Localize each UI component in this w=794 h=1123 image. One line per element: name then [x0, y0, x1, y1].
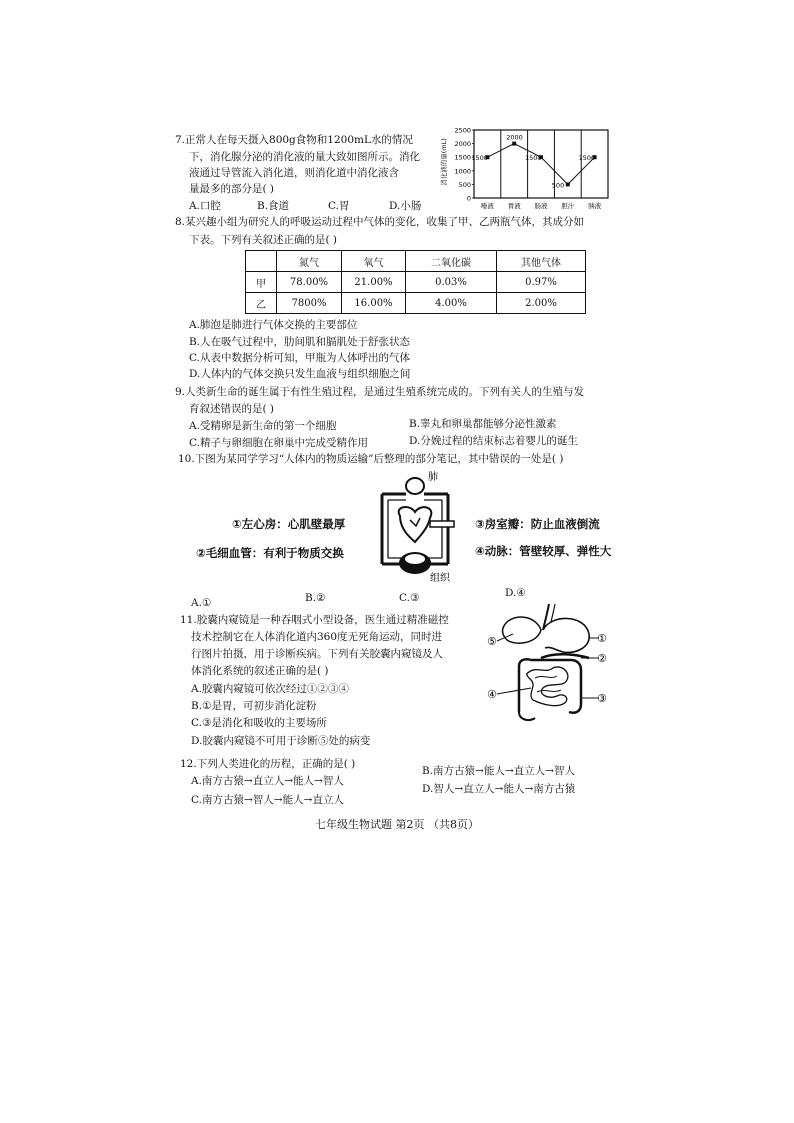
table-cell: 2.00%: [497, 293, 586, 314]
q9-option-b: B.睾丸和卵巢都能够分泌性激素: [409, 418, 557, 430]
q12-option-b: B.南方古猿→能人→直立人→智人: [422, 765, 575, 777]
q10-note-1: ①左心房：心肌壁最厚: [232, 517, 346, 531]
q10-note-3: ③房室瓣：防止血液倒流: [475, 517, 600, 531]
q10-note-4: ④动脉：管壁较厚、弹性大: [475, 544, 612, 558]
table-header-cell: [246, 251, 277, 272]
q10-option-c: C.③: [399, 592, 420, 604]
q9-option-d: D.分娩过程的结束标志着婴儿的诞生: [409, 435, 578, 447]
table-cell: 21.00%: [342, 272, 406, 293]
table-header-cell: 二氧化碳: [406, 251, 497, 272]
q9-option-a: A.受精卵是新生命的第一个细胞: [189, 420, 337, 432]
organ-label-1: ①: [597, 632, 607, 645]
organ-label-3: ③: [597, 692, 607, 705]
q7-stem-line-1: 7.正常人在每天摄入800g食物和1200mL水的情况: [175, 134, 413, 146]
x-tick-label: 胃液: [507, 202, 521, 210]
table-cell: 0.03%: [406, 272, 497, 293]
table-cell: 4.00%: [406, 293, 497, 314]
digestive-juice-chart: [438, 124, 610, 216]
q8-option-d: D.人体内的气体交换只发生血液与组织细胞之间: [189, 368, 411, 380]
x-tick-label: 胰液: [588, 202, 602, 210]
gas-composition-table: [245, 250, 586, 314]
q10-option-b: B.②: [305, 592, 326, 604]
q7-stem-line-4: 量最多的部分是( ): [189, 183, 275, 195]
x-tick-label: 唾液: [480, 202, 494, 210]
small-intestine-icon: [527, 667, 568, 706]
data-label: 2000: [506, 133, 523, 142]
y-tick-label: 0: [466, 194, 471, 203]
tissue-label: 组织: [430, 573, 450, 584]
data-point: [566, 182, 570, 186]
q11-stem-line-3: 行图片拍摄，用于诊断疾病。下列有关胶囊内窥镜及人: [191, 648, 443, 660]
q7-stem-line-2: 下，消化腺分泌的消化液的量大致如图所示。消化: [189, 151, 420, 163]
q11-option-a: A.胶囊内窥镜可依次经过①②③④: [191, 683, 349, 695]
series-line: [487, 144, 594, 185]
lung-label: 肺: [428, 472, 438, 483]
q8-option-b: B.人在吸气过程中，肋间肌和膈肌处于舒张状态: [189, 336, 411, 348]
circulation-diagram: [360, 466, 470, 584]
q7-option-d: D.小肠: [389, 200, 422, 212]
q7-option-a: A.口腔: [189, 200, 221, 212]
q9-option-c: C.精子与卵细胞在卵巢中完成受精作用: [189, 437, 368, 449]
table-cell: 78.00%: [277, 272, 342, 293]
pancreas-icon: [541, 654, 589, 658]
q8-stem-line-2: 下表。下列有关叙述正确的是( ): [189, 234, 338, 246]
q10-option-d: D.④: [505, 587, 526, 599]
q11-stem-line-1: 11.胶囊内窥镜是一种吞咽式小型设备，医生通过精准磁控: [180, 614, 449, 626]
q12-option-c: C.南方古猿→智人→能人→直立人: [191, 794, 344, 806]
table-header-cell: 氮气: [277, 251, 342, 272]
liver-icon: [503, 617, 542, 643]
table-header-cell: 其他气体: [497, 251, 586, 272]
q11-stem-line-2: 技术控制它在人体消化道内360度无死角运动，同时进: [191, 631, 443, 643]
digestive-system-diagram: [485, 600, 610, 725]
organ-label-2: ②: [597, 652, 607, 665]
q11-option-b: B.①是胃，可初步消化淀粉: [191, 700, 317, 712]
table-row: [246, 293, 586, 314]
organ-label-5: ⑤: [487, 635, 497, 648]
q9-stem-line-1: 9.人类新生命的诞生属于有性生殖过程，是通过生殖系统完成的。下列有关人的生殖与发: [175, 386, 585, 398]
stomach-icon: [543, 618, 589, 652]
data-label: 500: [551, 181, 565, 190]
organ-label-4: ④: [487, 688, 497, 701]
table-cell: 甲: [246, 272, 277, 293]
q11-stem-line-4: 体消化系统的叙述正确的是( ): [191, 665, 329, 677]
y-tick-label: 2000: [454, 140, 471, 149]
data-label: 1500: [525, 154, 542, 163]
table-cell: 乙: [246, 293, 277, 314]
table-row: [246, 272, 586, 293]
data-point: [512, 142, 516, 146]
y-tick-label: 1000: [454, 167, 471, 176]
table-header-row: [246, 251, 586, 272]
page-footer: 七年级生物试题 第2页 （共8页）: [315, 818, 479, 831]
lung-icon: [406, 478, 424, 494]
q9-stem-line-2: 育叙述错误的是( ): [189, 403, 275, 415]
q7-option-b: B.食道: [257, 200, 290, 212]
x-tick-label: 肠液: [534, 202, 548, 210]
q7-stem-line-3: 液通过导管流入消化道，则消化道中消化液含: [189, 167, 399, 179]
q10-option-a: A.①: [191, 597, 212, 609]
chart-ylabel: 消化液的量(mL): [440, 138, 448, 186]
q7-option-c: C.胃: [328, 200, 350, 212]
q11-option-d: D.胶囊内窥镜不可用于诊断⑤处的病变: [191, 735, 371, 747]
y-tick-label: 1500: [454, 153, 471, 162]
q10-stem: 10.下图为某同学学习“人体内的物质运输”后整理的部分笔记，其中错误的一处是( ): [178, 453, 564, 465]
q12-option-a: A.南方古猿→直立人→能人→智人: [191, 775, 344, 787]
data-label: 1500: [471, 154, 488, 163]
table-header-cell: 氧气: [342, 251, 406, 272]
q10-note-2: ②毛细血管：有利于物质交换: [196, 546, 344, 560]
data-label: 1500: [578, 154, 596, 163]
table-cell: 16.00%: [342, 293, 406, 314]
x-tick-label: 胆汁: [561, 202, 575, 210]
q8-option-c: C.从表中数据分析可知，甲瓶为人体呼出的气体: [189, 352, 410, 364]
q8-stem-line-1: 8.某兴趣小组为研究人的呼吸运动过程中气体的变化，收集了甲、乙两瓶气体，其成分如: [175, 216, 585, 228]
q12-option-d: D.智人→直立人→能人→南方古猿: [422, 783, 576, 795]
table-cell: 7800%: [277, 293, 342, 314]
q11-option-c: C.③是消化和吸收的主要场所: [191, 717, 327, 729]
q8-option-a: A.肺泡是肺进行气体交换的主要部位: [189, 319, 358, 331]
q12-stem: 12.下列人类进化的历程，正确的是( ): [180, 758, 356, 770]
y-tick-label: 2500: [454, 126, 471, 135]
table-cell: 0.97%: [497, 272, 586, 293]
y-tick-label: 500: [458, 180, 471, 189]
